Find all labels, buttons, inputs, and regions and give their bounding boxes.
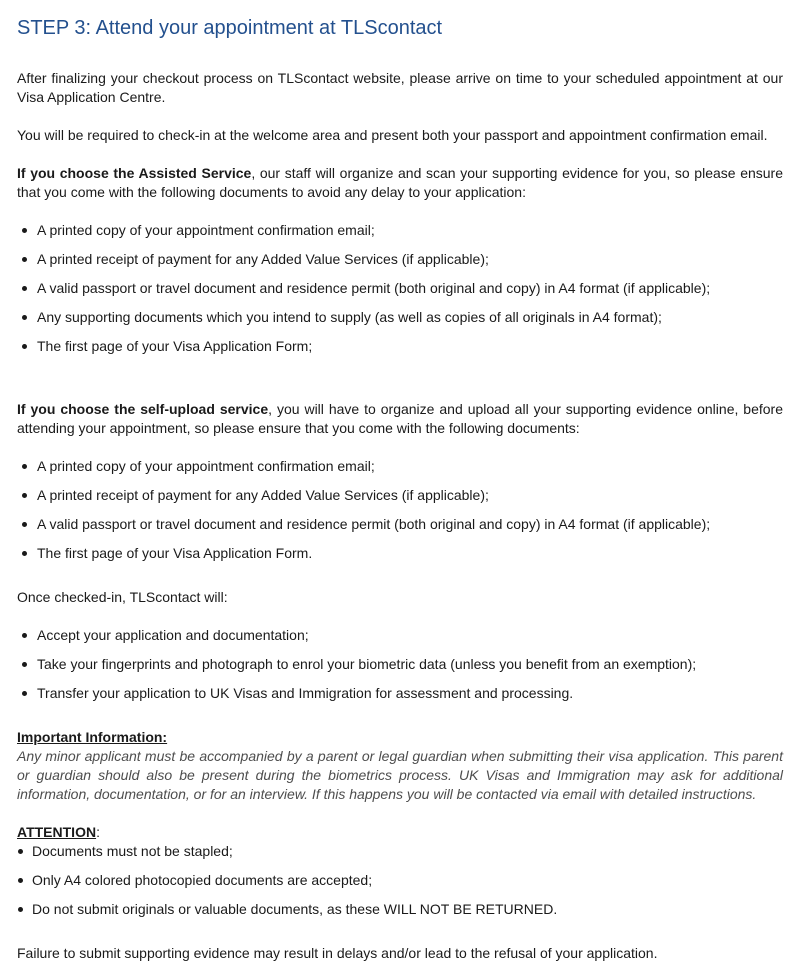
list-item: Take your fingerprints and photograph to enrol your biometric data (unless you benefit from an exemption); [37,655,783,684]
checkin-paragraph: You will be required to check-in at the welcome area and present both your passport and appointment confirmation email. [17,127,768,143]
list-item: Accept your application and documentation; [37,626,783,655]
assisted-service-lead: If you choose the Assisted Service [17,165,252,181]
list-item: Transfer your application to UK Visas and Immigration for assessment and processing. [37,684,783,713]
list-item: A printed copy of your appointment confirmation email; [37,221,783,250]
intro-paragraph: After finalizing your checkout process on TLScontact website, please arrive on time to your scheduled appointment at our Visa Application Centre. [17,70,783,105]
important-information-title: Important Information: [17,729,168,745]
self-upload-paragraph [17,400,783,438]
list-item: The first page of your Visa Application Form; [37,337,783,366]
attention-title: ATTENTION [17,824,97,840]
list-item: A valid passport or travel document and residence permit (both original and copy) in A4 format (if applicable); [37,515,783,544]
list-item: Any supporting documents which you intend to supply (as well as copies of all originals in A4 format); [37,308,783,337]
attention-block [17,823,783,929]
list-item: Documents must not be stapled; [32,842,783,871]
self-upload-lead: If you choose the self-upload service [17,401,269,417]
list-item: A valid passport or travel document and residence permit (both original and copy) in A4 format (if applicable); [37,279,783,308]
self-upload-documents-list [17,457,783,573]
page-title: STEP 3: Attend your appointment at TLScontact [17,17,443,39]
attention-list [17,842,783,929]
assisted-service-paragraph [17,164,783,202]
list-item: A printed receipt of payment for any Added Value Services (if applicable); [37,486,783,515]
list-item: A printed receipt of payment for any Added Value Services (if applicable); [37,250,783,279]
assisted-service-text: , our staff will organize and scan your supporting evidence for you, so please ensure that you come with the following documents to avoid any delay to your application: [17,165,783,200]
list-item: Do not submit originals or valuable documents, as these WILL NOT BE RETURNED. [32,900,783,929]
list-item: Only A4 colored photocopied documents are accepted; [32,871,783,900]
important-information-text: Any minor applicant must be accompanied by a parent or legal guardian when submitting their visa application. This parent or guardian should also be present during the biometrics process. UK Visas and Immigration may ask for additional information, documentation, or for an interview. If this happens you will be contacted via email with detailed instructions. [17,748,783,802]
important-information [17,728,783,804]
checked-in-intro: Once checked-in, TLScontact will: [17,589,228,605]
attention-colon: : [96,824,100,840]
self-upload-text: , you will have to organize and upload all your supporting evidence online, before attending your appointment, so please ensure that you come with the following documents: [17,401,784,436]
list-item: A printed copy of your appointment confirmation email; [37,457,783,486]
attention-heading [17,823,783,842]
failure-notice: Failure to submit supporting evidence may result in delays and/or lead to the refusal of your application. [17,945,658,961]
checked-in-steps-list [17,626,783,713]
assisted-documents-list [17,221,783,366]
list-item: The first page of your Visa Application Form. [37,544,783,573]
